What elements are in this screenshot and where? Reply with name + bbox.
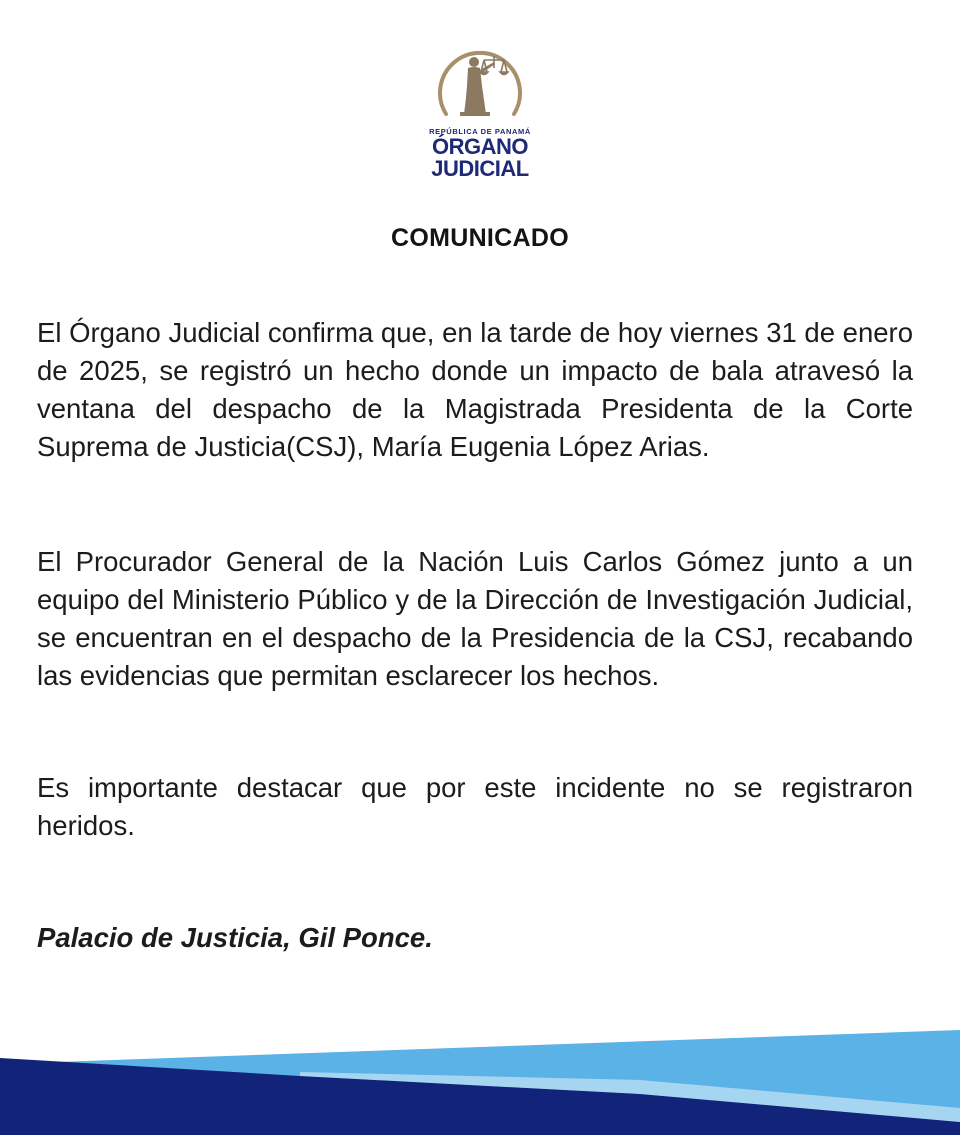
- document-title: COMUNICADO: [391, 224, 569, 252]
- logo-country: REPÚBLICA DE PANAMÁ: [429, 127, 531, 136]
- paragraph-3: Es importante destacar que por este incidente no se registraron heridos.: [37, 772, 913, 841]
- logo-name-line2: JUDICIAL: [431, 156, 529, 181]
- organo-judicial-logo: [423, 40, 537, 184]
- logo-name-line1: ÓRGANO: [432, 134, 528, 159]
- paragraph-1: El Órgano Judicial confirma que, en la tarde de hoy viernes 31 de enero de 2025, se registró un hecho donde un impacto de bala atravesó la ventana del despacho de la Magistrada Presidenta de la Corte Suprema de Justicia(CSJ), María Eugenia López Arias.: [37, 317, 913, 462]
- paragraph-2: El Procurador General de la Nación Luis Carlos Gómez junto a un equipo del Ministerio Público y de la Dirección de Investigación Judicial, se encuentran en el despacho de la Presidencia de la CSJ, recabando las evidencias que permitan esclarecer los hechos.: [37, 546, 913, 691]
- footer-wave-decoration: [0, 1030, 960, 1135]
- justice-emblem-icon: [430, 40, 530, 128]
- signature-line: Palacio de Justicia, Gil Ponce.: [37, 922, 433, 953]
